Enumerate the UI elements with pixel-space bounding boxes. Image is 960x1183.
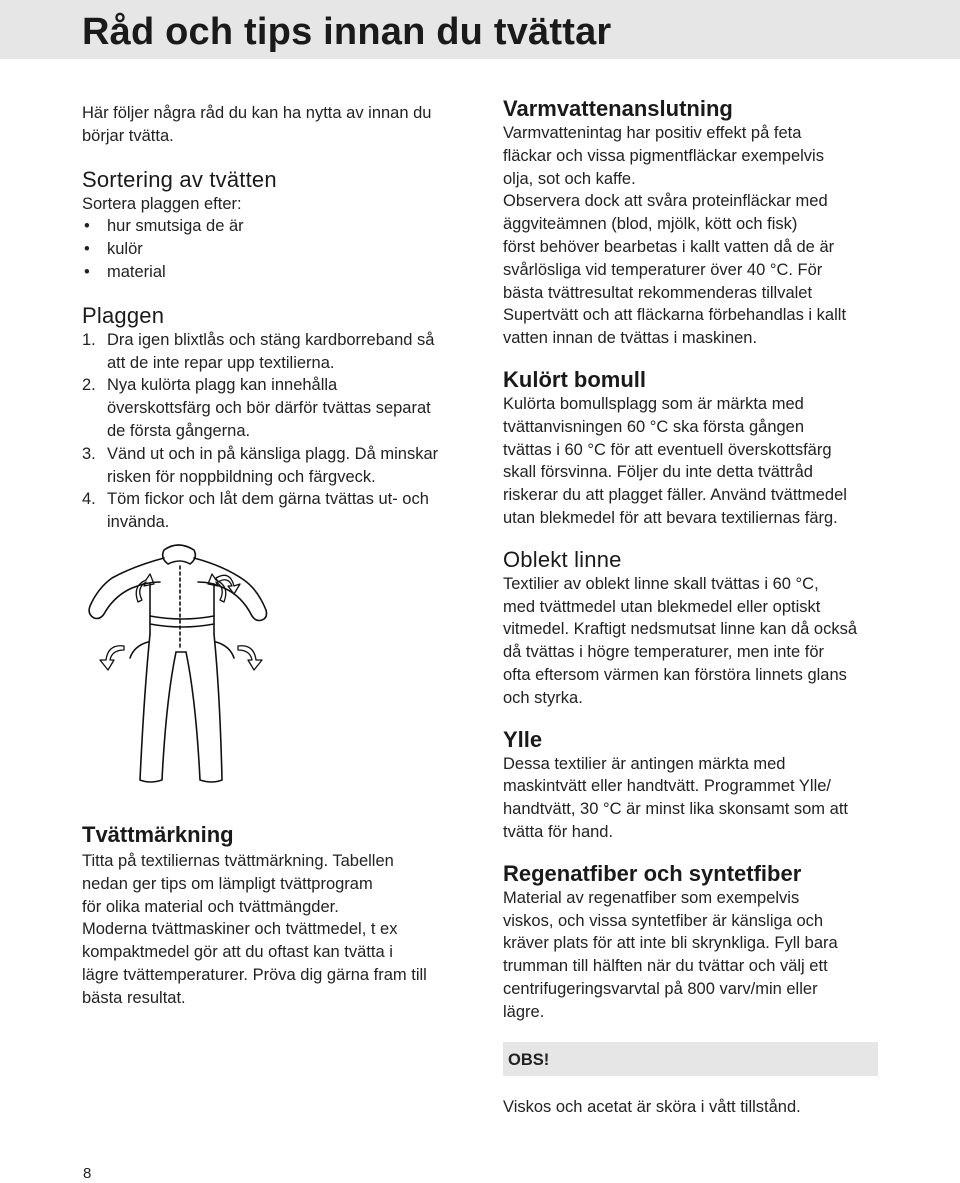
paragraph-line: Titta på textiliernas tvättmärkning. Tabellen <box>82 852 394 870</box>
section-plaggen <box>82 303 462 534</box>
section-heading: Oblekt linne <box>503 546 622 572</box>
list-item: • kulör <box>82 238 462 261</box>
title-band <box>0 0 960 59</box>
list-line: de första gångerna. <box>107 421 251 440</box>
paragraph-line: för olika material och tvättmängder. <box>82 897 339 916</box>
paragraph-line: kompaktmedel gör att du oftast kan tvätta i <box>82 943 393 962</box>
list-number: 1. <box>82 330 96 349</box>
right-column <box>503 96 893 1024</box>
list-item <box>82 329 462 375</box>
paragraph-line: lägre tvättemperaturer. Pröva dig gärna fram till <box>82 965 427 984</box>
list-item <box>82 443 462 489</box>
overall-turn-inside-out-icon <box>78 538 278 798</box>
paragraph-line: centrifugeringsvarvtal på 800 varv/min eller <box>503 979 818 998</box>
intro-paragraph <box>82 102 462 148</box>
section-heading: Kulört bomull <box>503 366 646 392</box>
paragraph-line: fläckar och vissa pigmentfläckar exempelvis <box>503 146 824 165</box>
paragraph-line: Varmvattenintag har positiv effekt på feta <box>503 124 802 142</box>
list-number: 4. <box>82 490 96 509</box>
section-tvattmarkning <box>82 822 472 1010</box>
section-heading: Varmvattenanslutning <box>503 96 733 121</box>
paragraph-line: Observera dock att svåra proteinfläckar med <box>503 192 828 211</box>
plaggen-list <box>82 329 462 534</box>
paragraph-line: svårlösliga vid temperaturer över 40 °C. För <box>503 260 823 279</box>
sortering-list <box>82 215 462 283</box>
paragraph-line: viskos, och vissa syntetfiber är känsliga och <box>503 911 824 930</box>
page-number: 8 <box>83 1165 92 1182</box>
section-varmvatten <box>503 96 893 350</box>
section-heading: Regenatfiber och syntetfiber <box>503 860 802 886</box>
paragraph-line: först behöver bearbetas i kallt vatten då de är <box>503 237 835 256</box>
obs-bar <box>503 1042 878 1076</box>
list-line: Töm fickor och låt dem gärna tvättas ut- och <box>107 490 429 509</box>
paragraph-line: maskintvätt eller handtvätt. Programmet Ylle/ <box>503 777 832 796</box>
section-oblekt <box>503 547 893 710</box>
list-line: Vänd ut och in på känsliga plagg. Då minskar <box>107 444 439 463</box>
paragraph-line: Material av regenatfiber som exempelvis <box>503 888 800 907</box>
paragraph-line: tvättanvisningen 60 °C ska första gången <box>503 417 805 436</box>
page-title: Råd och tips innan du tvättar <box>82 11 612 53</box>
paragraph-line: kräver plats för att inte bli skrynkliga. Fyll bara <box>503 934 838 953</box>
obs-text: Viskos och acetat är sköra i vått tillstånd. <box>503 1098 801 1116</box>
overall-illustration <box>78 538 278 803</box>
list-line: överskottsfärg och bör därför tvättas separat <box>107 399 431 418</box>
paragraph-line: med tvättmedel utan blekmedel eller optiskt <box>503 597 821 616</box>
paragraph-line: Moderna tvättmaskiner och tvättmedel, t ex <box>82 920 398 939</box>
section-heading: Sortering av tvätten <box>82 166 277 192</box>
list-line: Nya kulörta plagg kan innehålla <box>107 376 338 395</box>
paragraph-line: då tvättas i högre temperaturer, men inte för <box>503 643 825 662</box>
list-item <box>82 488 462 534</box>
list-line: risken för noppbildning och färgveck. <box>107 467 376 486</box>
intro-line: börjar tvätta. <box>82 126 174 145</box>
paragraph-line: Dessa textilier är antingen märkta med <box>503 754 786 773</box>
list-number: 3. <box>82 444 96 463</box>
section-regenat <box>503 861 893 1024</box>
obs-label: OBS! <box>508 1051 550 1069</box>
list-item <box>82 374 462 442</box>
list-item: • material <box>82 261 462 284</box>
paragraph-line: handtvätt, 30 °C är minst lika skonsamt som att <box>503 800 848 819</box>
section-sortering <box>82 167 462 284</box>
paragraph-line: och styrka. <box>503 688 583 707</box>
paragraph-line: tvättas i 60 °C för att eventuell överskottsfärg <box>503 440 832 459</box>
section-heading: Plaggen <box>82 302 165 328</box>
list-number: 2. <box>82 376 96 395</box>
section-ylle <box>503 727 893 844</box>
list-line: Dra igen blixtlås och stäng kardborreband så <box>107 330 435 349</box>
paragraph-line: bästa tvättresultat rekommenderas tillvalet <box>503 283 813 302</box>
paragraph-line: Kulörta bomullsplagg som är märkta med <box>503 394 804 413</box>
list-line: att de inte repar upp textilierna. <box>107 353 335 372</box>
section-kulort <box>503 367 893 530</box>
left-column <box>82 102 462 534</box>
paragraph-line: lägre. <box>503 1002 545 1021</box>
paragraph-line: Supertvätt och att fläckarna förbehandlas i kallt <box>503 306 847 325</box>
sortering-lead: Sortera plaggen efter: <box>82 194 242 213</box>
paragraph-line: äggviteämnen (blod, mjölk, kött och fisk) <box>503 215 798 234</box>
paragraph-line: skall försvinna. Följer du inte detta tvättråd <box>503 463 813 482</box>
paragraph-line: riskerar du att plagget fäller. Använd tvättmedel <box>503 486 847 505</box>
list-item: • hur smutsiga de är <box>82 215 462 238</box>
paragraph-line: tvätta för hand. <box>503 822 614 841</box>
section-heading: Tvättmärkning <box>82 822 234 847</box>
paragraph-line: vatten innan de tvättas i maskinen. <box>503 329 758 348</box>
list-line: invända. <box>107 513 170 532</box>
paragraph-line: Textilier av oblekt linne skall tvättas i 60 °C, <box>503 574 819 593</box>
paragraph-line: ofta eftersom värmen kan förstöra linnets glans <box>503 665 847 684</box>
paragraph-line: utan blekmedel för att bevara textiliernas färg. <box>503 508 838 527</box>
paragraph-line: trumman till hälften när du tvättar och välj ett <box>503 957 828 976</box>
paragraph-line: bästa resultat. <box>82 988 186 1007</box>
paragraph-line: olja, sot och kaffe. <box>503 169 636 188</box>
intro-line: Här följer några råd du kan ha nytta av innan du <box>82 104 432 122</box>
paragraph-line: vitmedel. Kraftigt nedsmutsat linne kan då också <box>503 620 858 639</box>
paragraph-line: nedan ger tips om lämpligt tvättprogram <box>82 874 373 893</box>
section-heading: Ylle <box>503 726 543 752</box>
